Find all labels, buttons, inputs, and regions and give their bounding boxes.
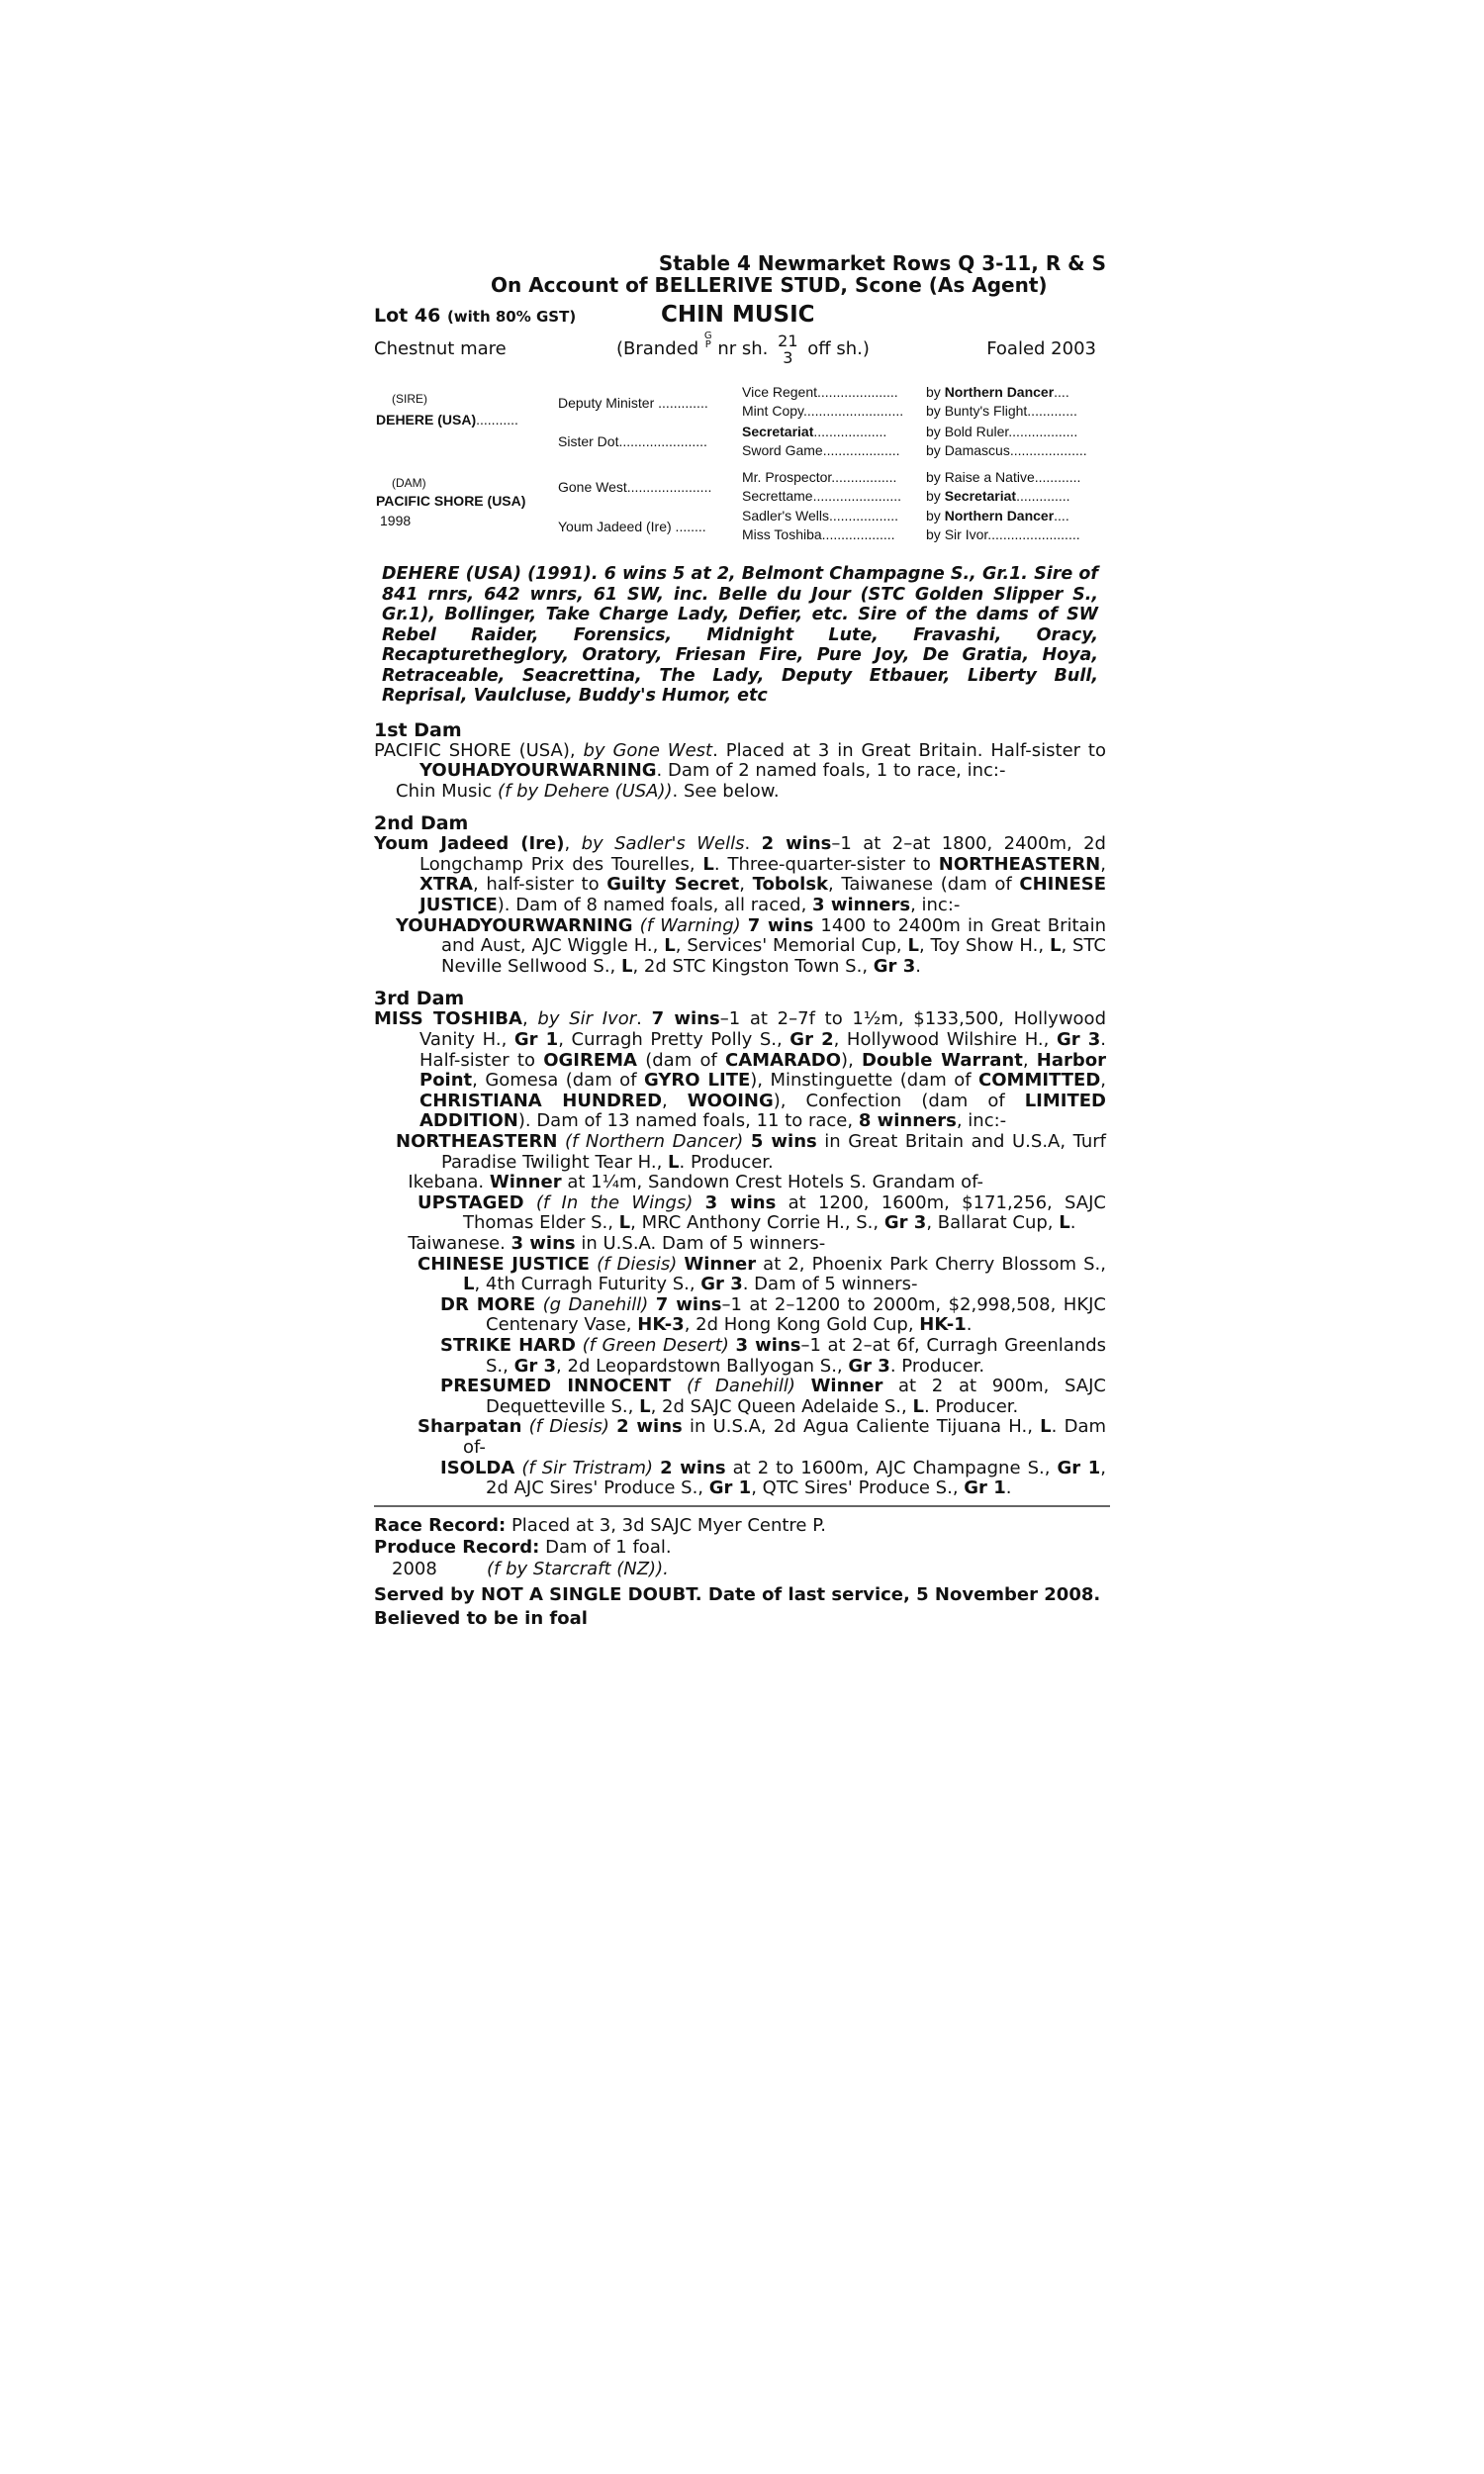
third-dam-text: MISS TOSHIBA, by Sir Ivor. 7 wins–1 at 2–7f to 1½m, $133,500, Hollywood Vanity H., Gr 1, Curragh Pretty Polly S., Gr 2, Hollywood Wilshire H., Gr 3. Half-sister to OGIREMA (dam of CAMARADO), Double Warrant, Harbor Point, Gomesa (dam of GYRO LITE), Minstinguette (dam of COMMITTED, CHRISTIANA HUNDRED, WOOING), Confection (dam of LIMITED ADDITION). Dam of 13 named foals, 11 to race, 8 winners, inc:- [374,1008,1107,1132]
lot-label: Lot 46 [374,305,441,327]
foaled-year: Foaled 2003 [986,338,1096,359]
stable-location: Stable 4 Newmarket Rows Q 3-11, R & S [658,251,1106,275]
brand-mid: nr sh. [717,338,769,359]
grandsire-4-name: Youm Jadeed (Ire) [558,519,672,534]
progeny-entry: DR MORE (g Danehill) 7 wins–1 at 2–1200 to 2000m, $2,998,508, HKJC Centenary Vase, HK-3, 2d Hong Kong Gold Cup, HK-1. [440,1293,1106,1336]
produce-entry [374,1559,1106,1580]
great-grandparent: Mr. Prospector................. [742,469,897,485]
great-grandparent: Sword Game.................... [742,442,900,458]
sire-name-text: DEHERE (USA) [376,412,477,428]
second-dam-heading: 2nd Dam [374,812,469,835]
grandsire-2: Sister Dot....................... [558,433,707,449]
brand-g: G [703,331,712,341]
first-dam-foal: Chin Music (f by Dehere (USA)). See below. [396,780,780,802]
great-great-grandparent: by Northern Dancer.... [926,384,1069,400]
grandsire-1-name: Deputy Minister [558,395,655,411]
progeny-entry: UPSTAGED (f In the Wings) 3 wins at 1200, 1600m, $171,256, SAJC Thomas Elder S., L, MRC Anthony Corrie H., S., Gr 3, Ballarat Cup, L. [417,1191,1106,1234]
grandsire-2-name: Sister Dot [558,433,619,449]
dam-year: 1998 [380,513,412,528]
sire-name: DEHERE (USA)........... [376,412,518,428]
produce-record [374,1537,1106,1559]
great-great-grandparent: by Damascus.................... [926,442,1087,458]
first-dam-heading: 1st Dam [374,718,462,741]
pedigree-table [374,384,1106,552]
brand-den: 3 [783,348,793,367]
great-grandparent: Miss Toshiba................... [742,526,895,542]
produce-foal: (f by Starcraft (NZ)). [487,1558,669,1579]
grandsire-3: Gone West...................... [558,479,712,495]
dam-name [376,493,525,509]
gst-note: (with 80% GST) [446,308,577,326]
vendor-account: On Account of BELLERIVE STUD, Scone (As Agent) [491,273,1048,297]
produce-record-label: Produce Record: [374,1536,540,1558]
progeny-entry: Sharpatan (f Diesis) 2 wins in U.S.A, 2d Agua Caliente Tijuana H., L. Dam of- [417,1416,1107,1458]
brand-num: 21 [778,332,798,350]
brand-gp [704,332,712,349]
great-great-grandparent: by Sir Ivor........................ [926,526,1080,542]
dam-name-text: PACIFIC SHORE (USA) [376,493,526,509]
sire-tag: (SIRE) [392,392,427,406]
great-grandparent: Secretariat................... [742,424,887,439]
first-dam-text: PACIFIC SHORE (USA), by Gone West. Placed at 3 in Great Britain. Half-sister to YOUHADYOURWARNING. Dam of 2 named foals, 1 to race, inc:- [374,739,1107,782]
produce-year: 2008 [392,1558,437,1579]
lot-number [374,305,661,327]
great-great-grandparent: by Secretariat.............. [926,488,1070,504]
grandsire-4: Youm Jadeed (Ire) ........ [558,519,706,534]
great-great-grandparent: by Bold Ruler.................. [926,424,1078,439]
race-record-label: Race Record: [374,1514,507,1536]
brand-fraction [778,333,797,366]
great-grandparent: Secrettame....................... [742,488,902,504]
race-record [374,1515,1106,1537]
second-dam-text: Youm Jadeed (Ire), by Sadler's Wells. 2 wins–1 at 2–at 1800, 2400m, 2d Longchamp Prix des Tourelles, L. Three-quarter-sister to NORTHEASTERN, XTRA, half-sister to Guilty Secret, Tobolsk, Taiwanese (dam of CHINESE JUSTICE). Dam of 8 named foals, all raced, 3 winners, inc:- [374,833,1106,916]
brand-post: off sh.) [807,338,870,359]
brand-pre: (Branded [616,338,699,359]
progeny-entry: ISOLDA (f Sir Tristram) 2 wins at 2 to 1600m, AJC Champagne S., Gr 1, 2d AJC Sires' Produce S., Gr 1, QTC Sires' Produce S., Gr 1. [440,1457,1106,1499]
race-record-text: Placed at 3, 3d SAJC Myer Centre P. [510,1514,826,1536]
great-grandparent: Sadler's Wells.................. [742,508,899,523]
great-grandparent: Mint Copy.......................... [742,403,904,419]
horse-details [374,332,1106,366]
progeny-entry: PRESUMED INNOCENT (f Danehill) Winner at 2 at 900m, SAJC Dequetteville S., L, 2d SAJC Queen Adelaide S., L. Producer. [440,1376,1106,1417]
great-great-grandparent: by Raise a Native............ [926,469,1081,485]
horse-name: CHIN MUSIC [661,302,815,328]
brand-p: P [704,339,711,350]
progeny-entry: Ikebana. Winner at 1¼m, Sandown Crest Hotels S. Grandam of- [374,1172,983,1193]
progeny-entry: STRIKE HARD (f Green Desert) 3 wins–1 at 2–at 6f, Curragh Greenlands S., Gr 3, 2d Leopardstown Ballyogan S., Gr 3. Producer. [440,1334,1107,1377]
divider [374,1505,1110,1507]
progeny-entry: Taiwanese. 3 wins in U.S.A. Dam of 5 winners- [374,1232,826,1254]
second-dam-progeny: YOUHADYOURWARNING (f Warning) 7 wins 1400 to 2400m in Great Britain and Aust, AJC Wiggle H., L, Services' Memorial Cup, L, Toy Show H., L, STC Neville Sellwood S., L, 2d STC Kingston Town S., Gr 3. [396,914,1106,977]
great-grandparent: Vice Regent..................... [742,384,898,400]
third-dam-progeny [374,1132,1106,1499]
progeny-entry: CHINESE JUSTICE (f Diesis) Winner at 2, Phoenix Park Cherry Blossom S., L, 4th Curragh Futurity S., Gr 3. Dam of 5 winners- [417,1253,1106,1295]
served-note: Served by NOT A SINGLE DOUBT. Date of last service, 5 November 2008. [374,1583,1101,1605]
catalogue-page [374,252,1106,1630]
sire-summary: DEHERE (USA) (1991). 6 wins 5 at 2, Belmont Champagne S., Gr.1. Sire of 841 rnrs, 642 wnrs, 61 SW, inc. Belle du Jour (STC Golden Slipper S., Gr.1), Bollinger, Take Charge Lady, Defier, etc. Sire of the dams of SW Rebel Raider, Forensics, Midnight Lute, Fravashi, Oracy, Recapturetheglory, Oratory, Friesan Fire, Pure Joy, De Gratia, Hoya, Retraceable, Seacrettina, The Lady, Deputy Etbauer, Liberty Bull, Reprisal, Vaulcluse, Buddy's Humor, etc [382,564,1098,706]
great-great-grandparent: by Northern Dancer.... [926,508,1069,523]
lot-row [374,302,1106,328]
grandsire-3-name: Gone West [558,479,627,495]
grandsire-1: Deputy Minister ............. [558,395,708,411]
brand-description [616,332,973,366]
horse-sex: Chestnut mare [374,338,507,359]
dam-tag: (DAM) [392,476,426,490]
third-dam-heading: 3rd Dam [374,988,465,1010]
in-foal-note: Believed to be in foal [374,1607,588,1629]
progeny-entry: NORTHEASTERN (f Northern Dancer) 5 wins in Great Britain and U.S.A, Turf Paradise Twilight Tear H., L. Producer. [396,1131,1106,1173]
great-great-grandparent: by Bunty's Flight............. [926,403,1077,419]
produce-record-text: Dam of 1 foal. [545,1536,672,1558]
